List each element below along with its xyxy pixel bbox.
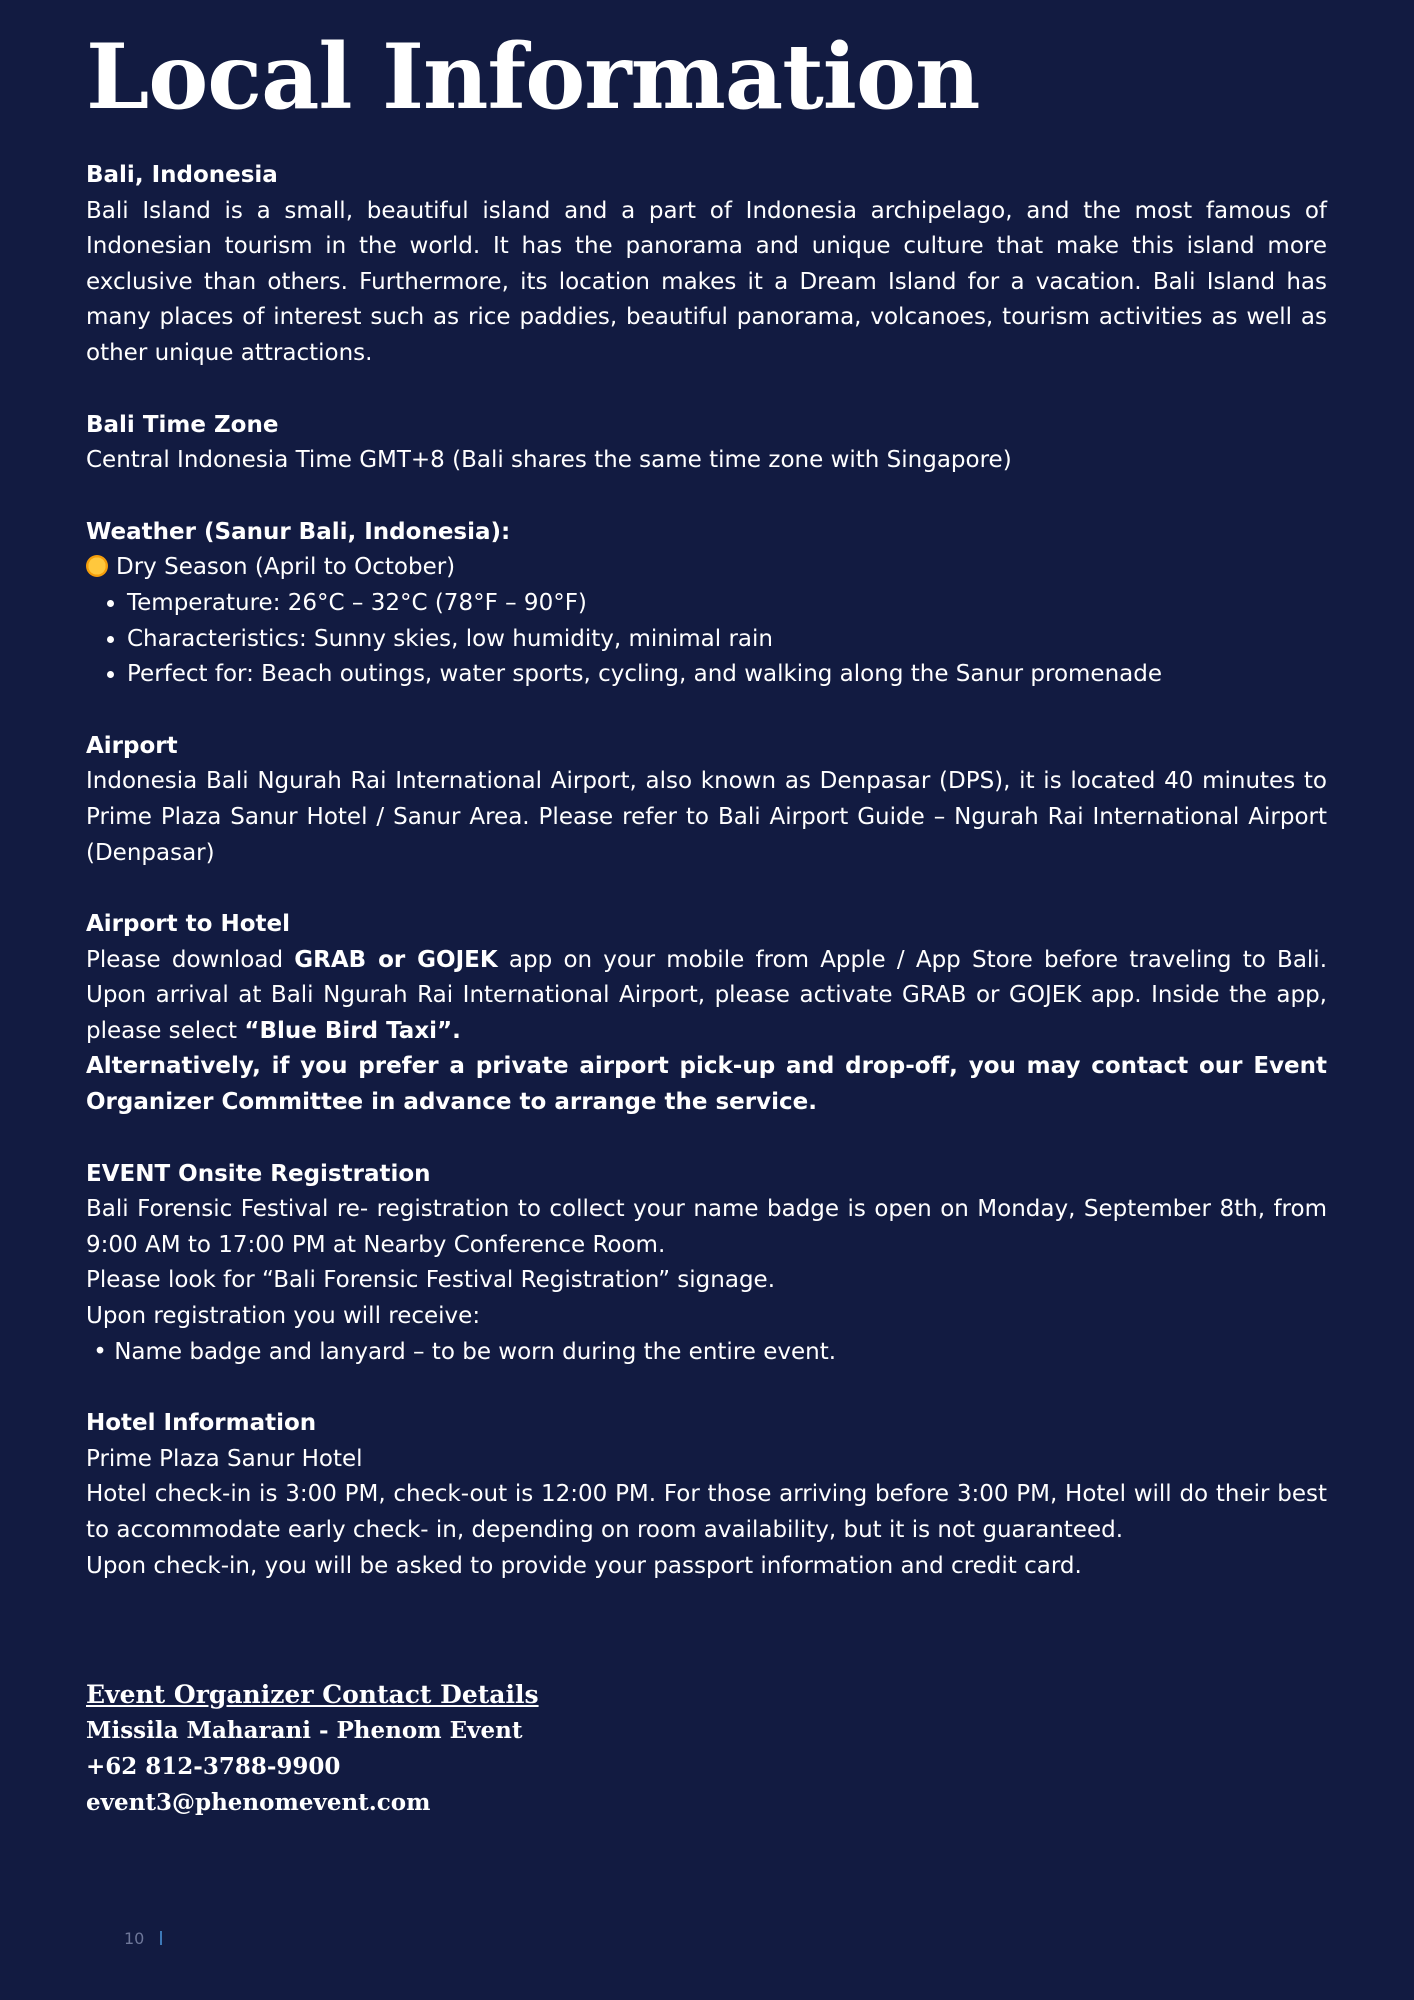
section-airport-to-hotel [86,907,1327,1121]
section-bali [86,158,1327,372]
section-text: Upon check-in, you will be asked to provide your passport information and credit card. [86,1552,1082,1579]
contact-title: Event Organizer Contact Details [86,1680,539,1709]
section-text: Bali Island is a small, beautiful island and a part of Indonesia archipelago, and the most famous of Indonesian tourism in the world. It has the panorama and unique culture that make this island more exclusive than others. Furthermore, its location makes it a Dream Island for a vacation. Bali Island has many places of interest such as rice paddies, beautiful panorama, volcanoes, tourism activities as well as other unique attractions. [86,197,1327,366]
weather-list [86,586,1327,693]
taxi-option: “Blue Bird Taxi”. [244,1017,461,1044]
section-timezone [86,408,1327,479]
section-airport [86,729,1327,871]
list-item: • Perfect for: Beach outings, water sports, cycling, and walking along the Sanur promenade [127,657,1327,693]
section-heading: EVENT Onsite Registration [86,1160,431,1187]
section-text: Bali Forensic Festival re- registration to collect your name badge is open on Monday, September 8th, from 9:00 AM to 17:00 PM at Nearby Conference Room. [86,1196,1327,1258]
section-text [86,943,1327,1050]
content [86,158,1327,1620]
section-heading: Airport to Hotel [86,911,290,938]
section-text: Indonesia Bali Ngurah Rai International Airport, also known as Denpasar (DPS), it is located 40 minutes to Prime Plaza Sanur Hotel / Sanur Area. Please refer to Bali Airport Guide – Ngurah Rai International Airport (Denpasar) [86,768,1327,866]
section-heading: Hotel Information [86,1410,317,1437]
section-heading: Airport [86,732,178,759]
page-title: Local Information [86,24,980,130]
sun-icon [86,555,108,577]
contact-phone[interactable]: +62 812-3788-9900 [86,1753,341,1780]
section-text: • Name badge and lanyard – to be worn during the entire event. [86,1338,837,1365]
text-run: Please download [86,946,295,973]
dry-season-line [86,550,1327,586]
section-heading: Weather (Sanur Bali, Indonesia): [86,518,511,545]
section-heading: Bali, Indonesia [86,162,278,188]
text-run: app on your mobile from Apple / App Store before traveling to Bali. Upon arrival at Bali Ngurah Rai International Airport, please activate GRAB or GOJEK app. Inside the app, please select [86,946,1328,1044]
section-text: Upon registration you will receive: [86,1303,481,1330]
section-text: Central Indonesia Time GMT+8 (Bali shares the same time zone with Singapore) [86,447,1012,474]
section-hotel [86,1406,1327,1584]
page-footer [124,1929,162,1948]
section-registration [86,1157,1327,1371]
section-weather [86,515,1327,693]
season-label: Dry Season (April to October) [116,554,456,581]
list-item: • Temperature: 26°C – 32°C (78°F – 90°F) [127,586,1327,622]
contact-email[interactable]: event3@phenomevent.com [86,1789,431,1816]
private-pickup-note: Alternatively, if you prefer a private airport pick-up and drop-off, you may contact our Event Organizer Committee in advance to arrange the service. [86,1053,1327,1116]
page-number: 10 [124,1929,145,1948]
section-heading: Bali Time Zone [86,411,279,438]
section-text: Please look for “Bali Forensic Festival Registration” signage. [86,1267,776,1294]
footer-divider [160,1931,162,1945]
contact-name: Missila Maharani - Phenom Event [86,1717,523,1744]
list-item: • Characteristics: Sunny skies, low humidity, minimal rain [127,622,1327,658]
hotel-name: Prime Plaza Sanur Hotel [86,1445,363,1472]
section-text: Hotel check-in is 3:00 PM, check-out is 12:00 PM. For those arriving before 3:00 PM, Hotel will do their best to accommodate early check- in, depending on room availability, but it is not guaranteed. [86,1481,1327,1543]
app-names: GRAB or GOJEK [294,946,498,973]
contact-block [86,1677,539,1821]
